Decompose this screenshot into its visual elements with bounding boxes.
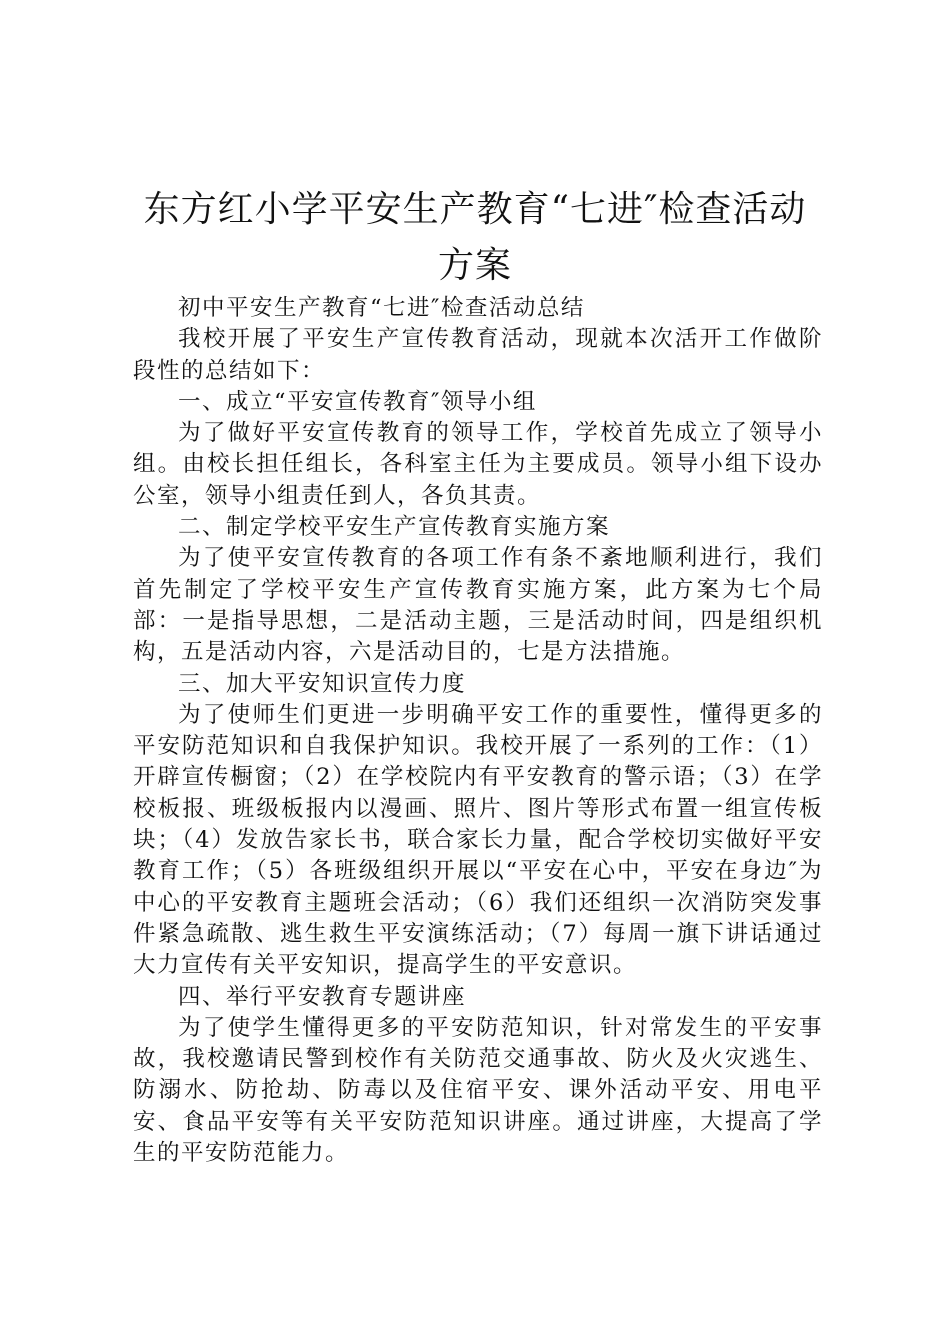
- section-paragraph-3: 为了使师生们更进一步明确平安工作的重要性，懂得更多的平安防范知识和自我保护知识。我校开展了一系列的工作：（1）开辟宣传橱窗；（2）在学校院内有平安教育的警示语；（3）在学校板报、班级板报内以漫画、照片、图片等形式布置一组宣传板块；（4）发放告家长书，联合家长力量，配合学校切实做好平安教育工作；（5）各班级组织开展以“平安在心中，平安在身边″为中心的平安教育主题班会活动；（6）我们还组织一次消防突发事件紧急疏散、逃生救生平安演练活动；（7）每周一旗下讲话通过大力宣传有关平安知识，提高学生的平安意识。: [133, 701, 823, 979]
- document-body: [133, 293, 823, 1169]
- section-paragraph-2: 为了使平安宣传教育的各项工作有条不紊地顺利进行，我们首先制定了学校平安生产宣传教育实施方案，此方案为七个局部：一是指导思想，二是活动主题，三是活动时间，四是组织机构，五是活动内容，六是活动目的，七是方法措施。: [133, 545, 823, 666]
- intro-paragraph: 我校开展了平安生产宣传教育活动，现就本次活开工作做阶段性的总结如下：: [133, 326, 823, 384]
- section-heading-2: 二、制定学校平安生产宣传教育实施方案: [178, 514, 611, 541]
- section-paragraph-4: 为了使学生懂得更多的平安防范知识，针对常发生的平安事故，我校邀请民警到校作有关防范交通事故、防火及火灾逃生、防溺水、防抢劫、防毒以及住宿平安、课外活动平安、用电平安、食品平安等有关平安防范知识讲座。通过讲座，大提高了学生的平安防范能力。: [133, 1014, 823, 1167]
- section-paragraph-1: 为了做好平安宣传教育的领导工作，学校首先成立了领导小组。由校长担任组长，各科室主任为主要成员。领导小组下设办公室，领导小组责任到人，各负其责。: [133, 420, 823, 509]
- section-heading-3: 三、加大平安知识宣传力度: [178, 670, 467, 697]
- section-heading-4: 四、举行平安教育专题讲座: [178, 983, 467, 1010]
- document-title: 东方红小学平安生产教育“七进″检查活动方案: [143, 189, 807, 286]
- section-heading-1: 一、成立“平安宣传教育″领导小组: [178, 388, 537, 415]
- summary-title: 初中平安生产教育“七进″检查活动总结: [178, 295, 585, 321]
